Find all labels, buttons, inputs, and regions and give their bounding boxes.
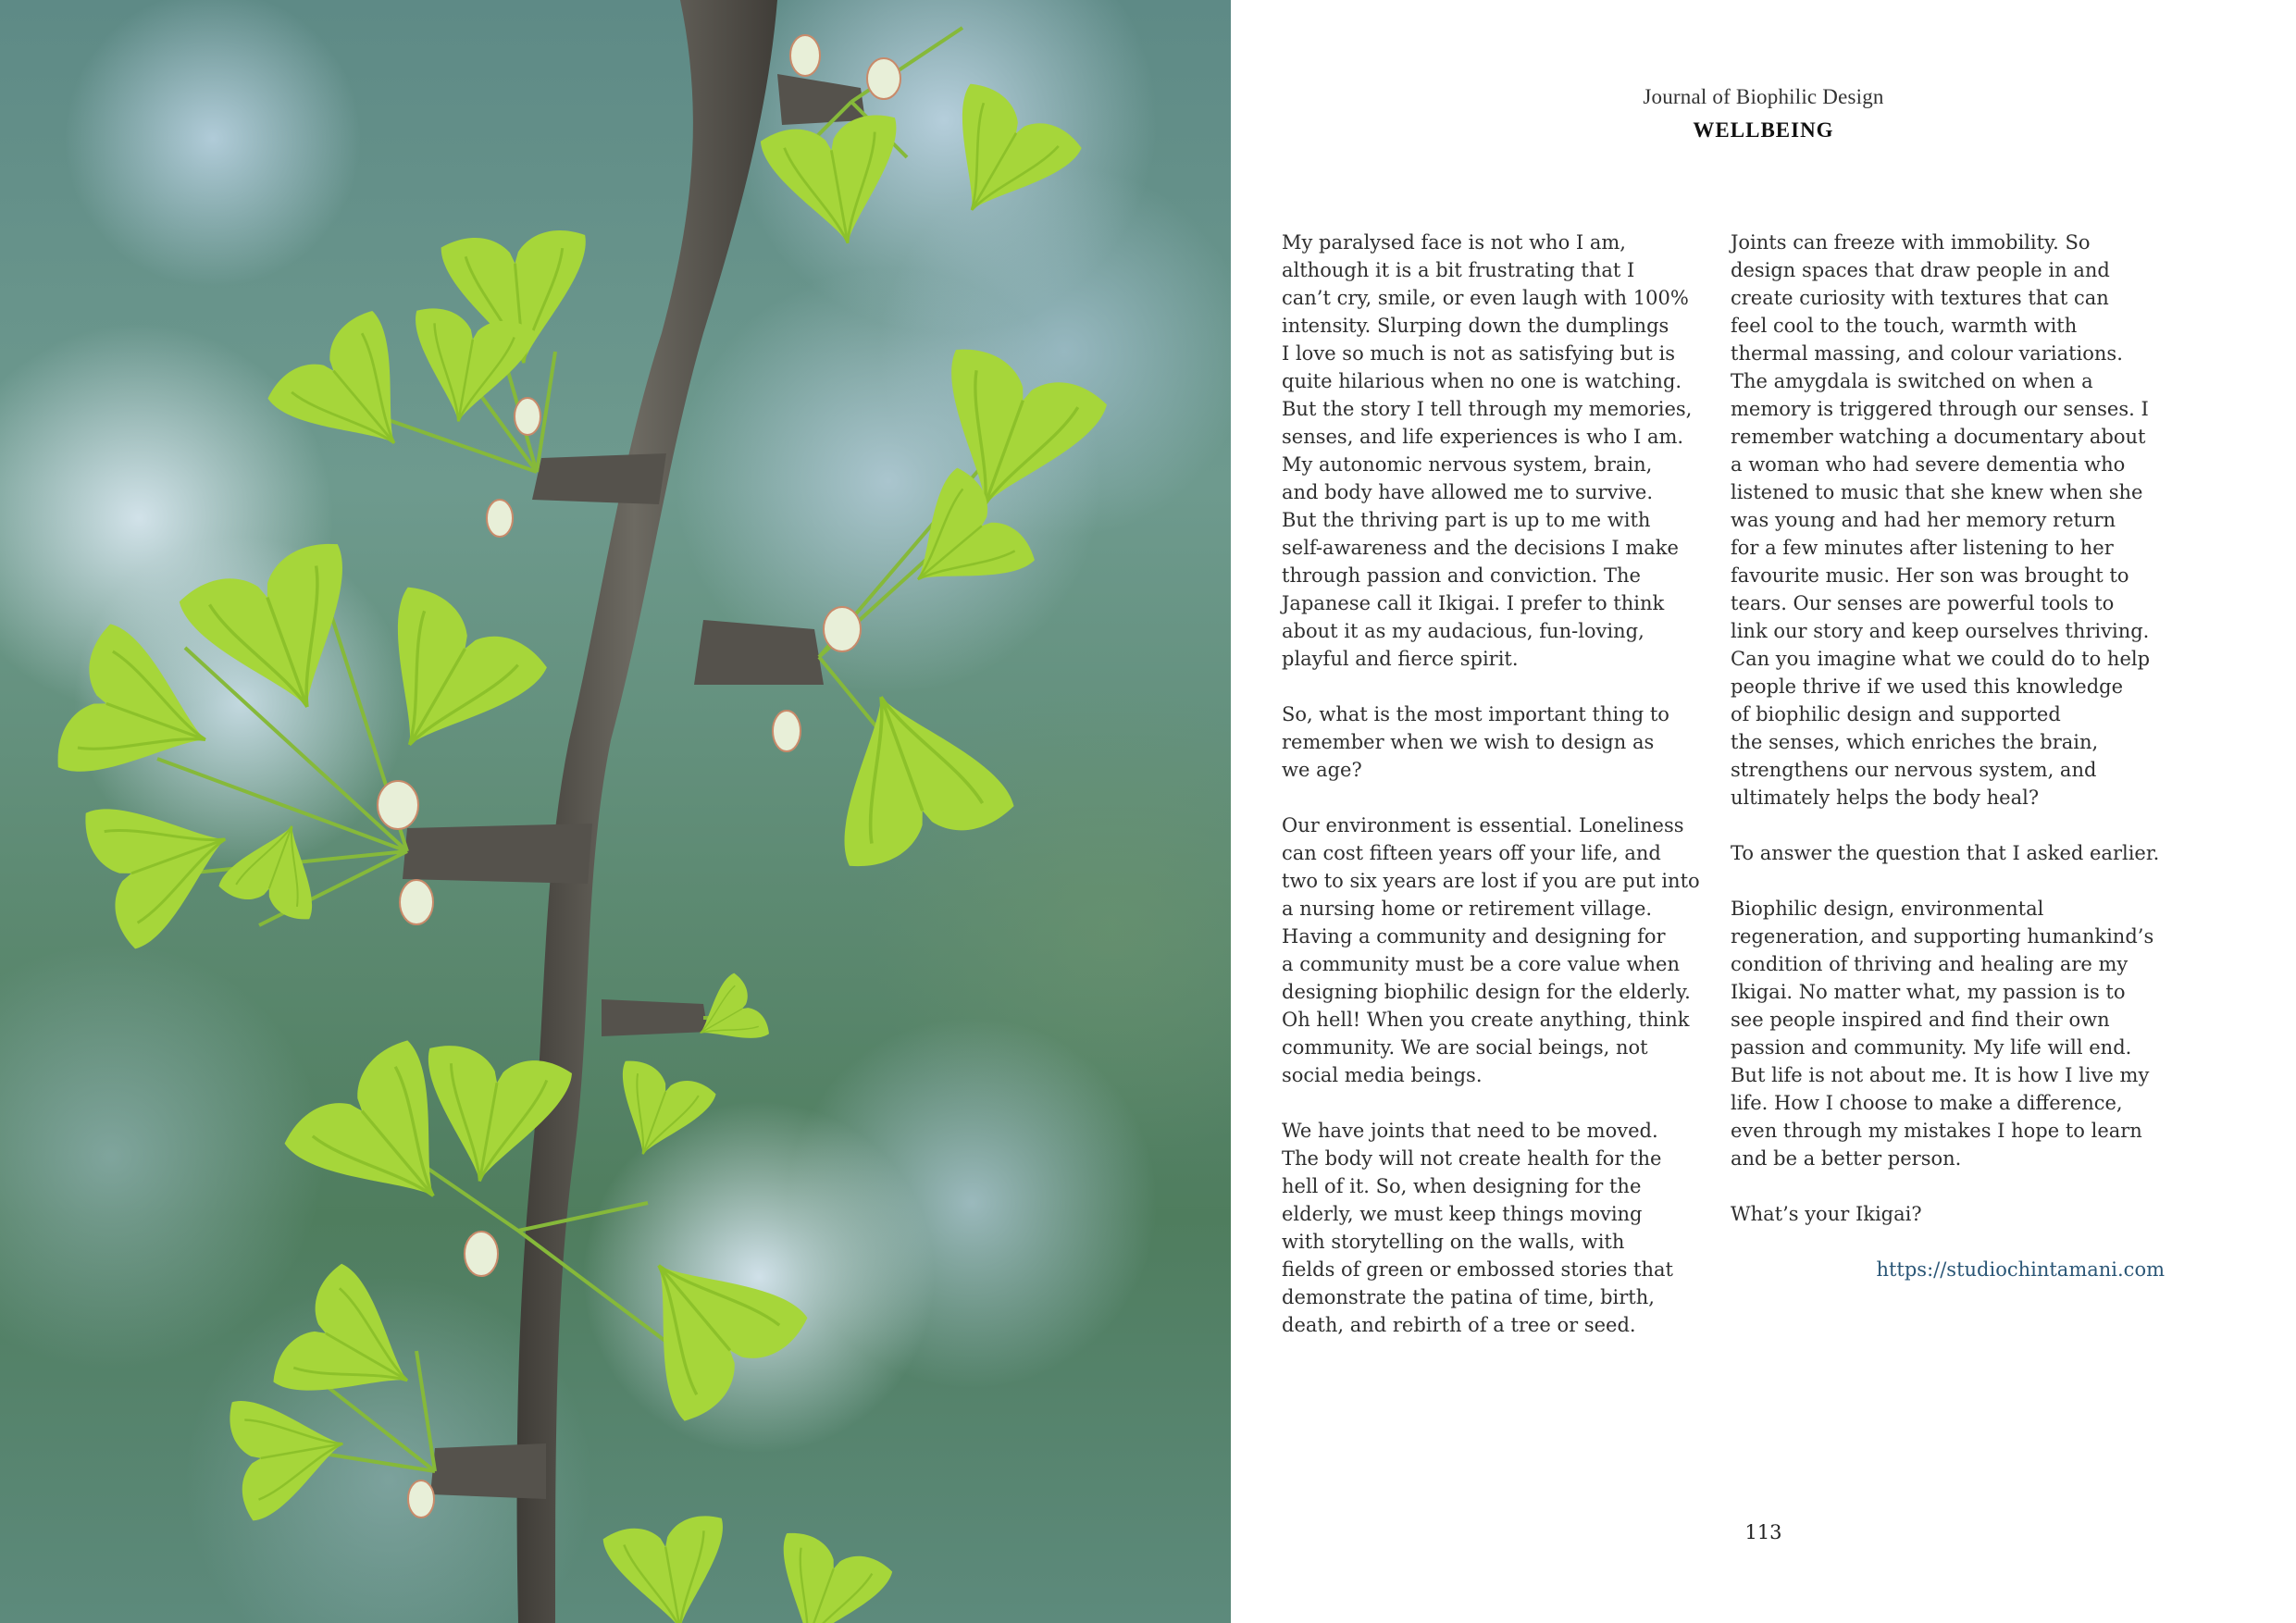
paragraph: Biophilic design, environmental regeneration, and supporting humankind’s condition of thriving and healing are my Ikigai. No matter what, my passion is to see people inspired and find their own passion and community. My life will end. But life is not about me. It is how I live my life. How I choose to make a difference, even through my mistakes I hope to learn and be a better person. — [1731, 898, 2154, 1170]
page-number: 113 — [1744, 1521, 1782, 1543]
spur-4 — [403, 824, 592, 884]
paragraph: Our environment is essential. Loneliness can cost fifteen years off your life, and two to six years are lost if you are put into a nursing home or retirement village. Having a community and designing for a community must be a core value when designing biophilic design for the elderly. Oh hell! When you create anything, think community. We are social beings, not social media beings. — [1282, 814, 1700, 1086]
paragraph: Joints can freeze with immobility. So design spaces that draw people in and create curiosity with textures that can feel cool to the touch, warmth with thermal massing, and colour variations. The amygdala is switched on when a memory is triggered through our senses. I remember watching a documentary about a woman who had severe dementia who listened to music that she knew when she was young and had her memory return for a few minutes after listening to her favourite music. Her son was brought to tears. Our senses are powerful tools to link our story and keep ourselves thriving. Can you imagine what we could do to help people thrive if we used this knowledge of biophilic design and supported the senses, which enriches the brain, strengthens our nervous system, and ultimately helps the body heal? — [1731, 231, 2151, 809]
text-column-right — [1731, 229, 2166, 1311]
journal-title: Journal of Biophilic Design — [1643, 85, 1884, 108]
paragraph: We have joints that need to be moved. The body will not create health for the hell of it. So, when designing for the elderly, we must keep things moving with storytelling on the walls, with fields of green or embossed stories that demonstrate the patina of time, birth, death, and rebirth of a tree or seed. — [1282, 1120, 1673, 1336]
section-title: WELLBEING — [1693, 118, 1834, 142]
text-column-left — [1282, 229, 1717, 1367]
spur-2 — [532, 453, 666, 504]
paragraph: What’s your Ikigai? — [1731, 1203, 1922, 1225]
website-link[interactable]: https://studiochintamani.com — [1876, 1258, 2165, 1281]
spur-3 — [694, 620, 824, 685]
paragraph: So, what is the most important thing to remember when we wish to design as we age? — [1282, 703, 1669, 781]
paragraph: To answer the question that I asked earlier. — [1731, 842, 2160, 864]
paragraph: My paralysed face is not who I am, although it is a bit frustrating that I can’t cry, smile, or even laugh with 100% intensity. Slurping down the dumplings I love so much is not as satisfying but is quite hilarious when no one is watching. But the story I tell through my memories, senses, and life experiences is who I am. My autonomic nervous system, brain, and body have allowed me to survive. But the thriving part is up to me with self-awareness and the decisions I make through passion and conviction. The Japanese call it Ikigai. I prefer to think about it as my audacious, fun-loving, playful and fierce spirit. — [1282, 231, 1693, 670]
spur-6 — [430, 1443, 546, 1499]
spur-5 — [602, 999, 708, 1036]
